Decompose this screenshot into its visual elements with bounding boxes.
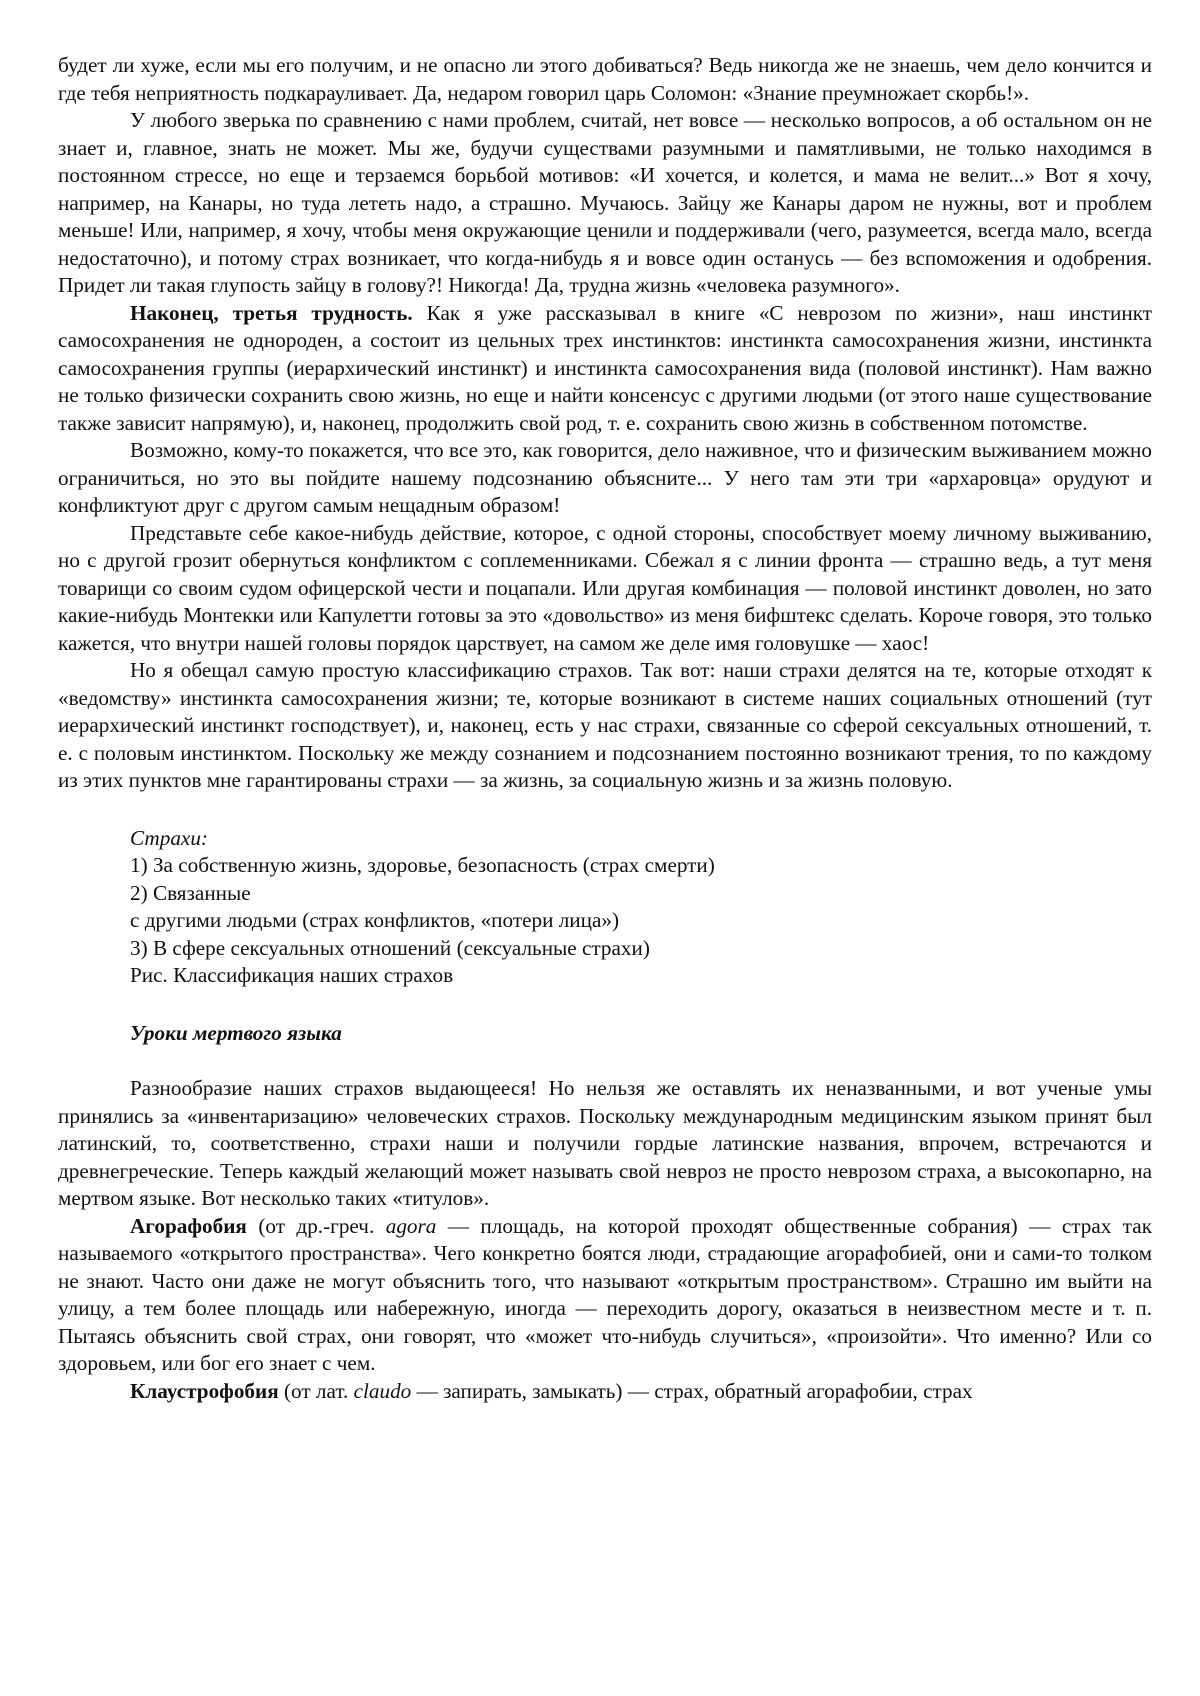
- figure-line: с другими людьми (страх конфликтов, «потери лица»): [130, 908, 620, 932]
- etymology-term: claudo: [353, 1378, 412, 1403]
- figure-line: 3) В сфере сексуальных отношений (сексуальные страхи): [130, 935, 650, 960]
- paragraph: [58, 657, 1152, 795]
- figure-line: 2) Связанные: [130, 880, 251, 905]
- paragraph-text: (от лат.: [278, 1378, 354, 1403]
- paragraph-lead: Наконец, третья трудность.: [130, 300, 413, 325]
- paragraph-text: Но я обещал самую простую классификацию страхов. Так вот: наши страхи делятся на те, которые отходят к «ведомству» инстинкта самосохранения жизни; те, которые возникают в системе наших социальных отношений (тут иерархический инстинкт господствует), и, наконец, есть у нас страхи, связанные со сферой сексуальных отношений, т. е. с половым инстинктом. Поскольку же между сознанием и подсознанием постоянно возникают трения, то по каждому из этих пунктов мне гарантированы страхи — за жизнь, за социальную жизнь и за жизнь половую.: [58, 658, 1152, 792]
- term-title: Агорафобия: [130, 1213, 247, 1238]
- term-title: Клаустрофобия: [130, 1378, 279, 1403]
- paragraph: [58, 52, 1152, 107]
- paragraph-text: — запирать, замыкать) — страх, обратный агорафобии, страх: [411, 1378, 973, 1403]
- spacer: [58, 1047, 1152, 1075]
- paragraph: [58, 437, 1152, 520]
- paragraph: [58, 1075, 1152, 1213]
- paragraph-text: будет ли хуже, если мы его получим, и не опасно ли этого добиваться? Ведь никогда же не знаешь, чем дело кончится и где тебя неприятность подкарауливает. Да, недаром говорил царь Соломон: «Знание преумножает скорбь!».: [58, 53, 1152, 105]
- paragraph-text: Представьте себе какое-нибудь действие, которое, с одной стороны, способствует моему личному выживанию, но с другой грозит обернуться конфликтом с соплеменниками. Сбежал я с линии фронта — страшно ведь, а тут меня товарищи со своим судом офицерской чести и поцапали. Или другая комбинация — половой инстинкт доволен, но зато какие-нибудь Монтекки или Капулетти готовы за это «довольство» из меня бифштекс сделать. Короче говоря, это только кажется, что внутри нашей головы порядок царствует, на самом же деле имя головушке — хаос!: [58, 520, 1152, 655]
- paragraph-text: Возможно, кому-то покажется, что все это, как говорится, дело наживное, что и физическим выживанием можно ограничиться, но это вы пойдите нашему подсознанию объясните... У него там эти три «архаровца» орудуют и конфликтуют друг с другом самым нещадным образом!: [58, 438, 1152, 517]
- etymology-term: agora: [385, 1213, 437, 1238]
- paragraph: [58, 107, 1152, 300]
- paragraph-text: Разнообразие наших страхов выдающееся! Но нельзя же оставлять их неназванными, и вот ученые умы принялись за «инвентаризацию» человеческих страхов. Поскольку международным медицинским языком принят был латинский, то, соответственно, страхи наши и получили гордые латинские названия, впрочем, встречаются и древнегреческие. Теперь каждый желающий может называть свой невроз не просто неврозом страха, а высокопарно, на мертвом языке. Вот несколько таких «титулов».: [58, 1076, 1152, 1210]
- figure-caption: Рис. Классификация наших страхов: [130, 963, 454, 987]
- paragraph: [58, 300, 1152, 438]
- paragraph-text: Как я уже рассказывал в книге «С неврозом по жизни», наш инстинкт самосохранения не однороден, а состоит из цельных трех инстинктов: инстинкта самосохранения жизни, инстинкта самосохранения группы (иерархический инстинкт) и инстинкта самосохранения вида (половой инстинкт). Нам важно не только физически сохранить свою жизнь, но еще и найти консенсус с другими людьми (от этого наше существование также зависит напрямую), и, наконец, продолжить свой род, т. е. сохранить свою жизнь в собственном потомстве.: [58, 300, 1152, 435]
- figure-line: 1) За собственную жизнь, здоровье, безопасность (страх смерти): [130, 853, 715, 877]
- fear-classification-figure: [130, 825, 1152, 990]
- paragraph-text: — площадь, на которой проходят общественные собрания) — страх так называемого «открытого пространства». Чего конкретно боятся люди, страдающие агорафобией, они и сами-то толком не знают. Часто они даже не могут объяснить того, что называют «открытым пространством». Страшно им выйти на улицу, а тем более площадь или набережную, иногда — переходить дорогу, оказаться в неизвестном месте и т. п. Пытаясь объяснить свой страх, они говорят, что «может что-нибудь случиться», «произойти». Что именно? Или со здоровьем, или бог его знает с чем.: [58, 1213, 1152, 1375]
- paragraph-text: У любого зверька по сравнению с нами проблем, считай, нет вовсе — несколько вопросов, а об остальном он не знает и, главное, знать не может. Мы же, будучи существами разумными и памятливыми, не только находимся в постоянном стрессе, но еще и терзаемся борьбой мотивов: «И хочется, и колется, и мама не велит...» Вот я хочу, например, на Канары, но туда лететь надо, а страшно. Мучаюсь. Зайцу же Канары даром не нужны, вот и проблем меньше! Или, например, я хочу, чтобы меня окружающие ценили и поддерживали (чего, разумеется, всегда мало, всегда недостаточно), и потому страх возникает, что когда-нибудь я и вовсе один останусь — без вспоможения и одобрения. Придет ли такая глупость зайцу в голову?! Никогда! Да, трудна жизнь «человека разумного».: [58, 108, 1152, 297]
- paragraph-claustrophobia: [58, 1378, 1152, 1406]
- figure-title: Страхи:: [130, 825, 208, 850]
- section-heading: Уроки мертвого языка: [130, 1020, 342, 1045]
- paragraph: [58, 520, 1152, 658]
- paragraph-text: (от др.-греч.: [246, 1213, 386, 1238]
- paragraph-agoraphobia: [58, 1213, 1152, 1378]
